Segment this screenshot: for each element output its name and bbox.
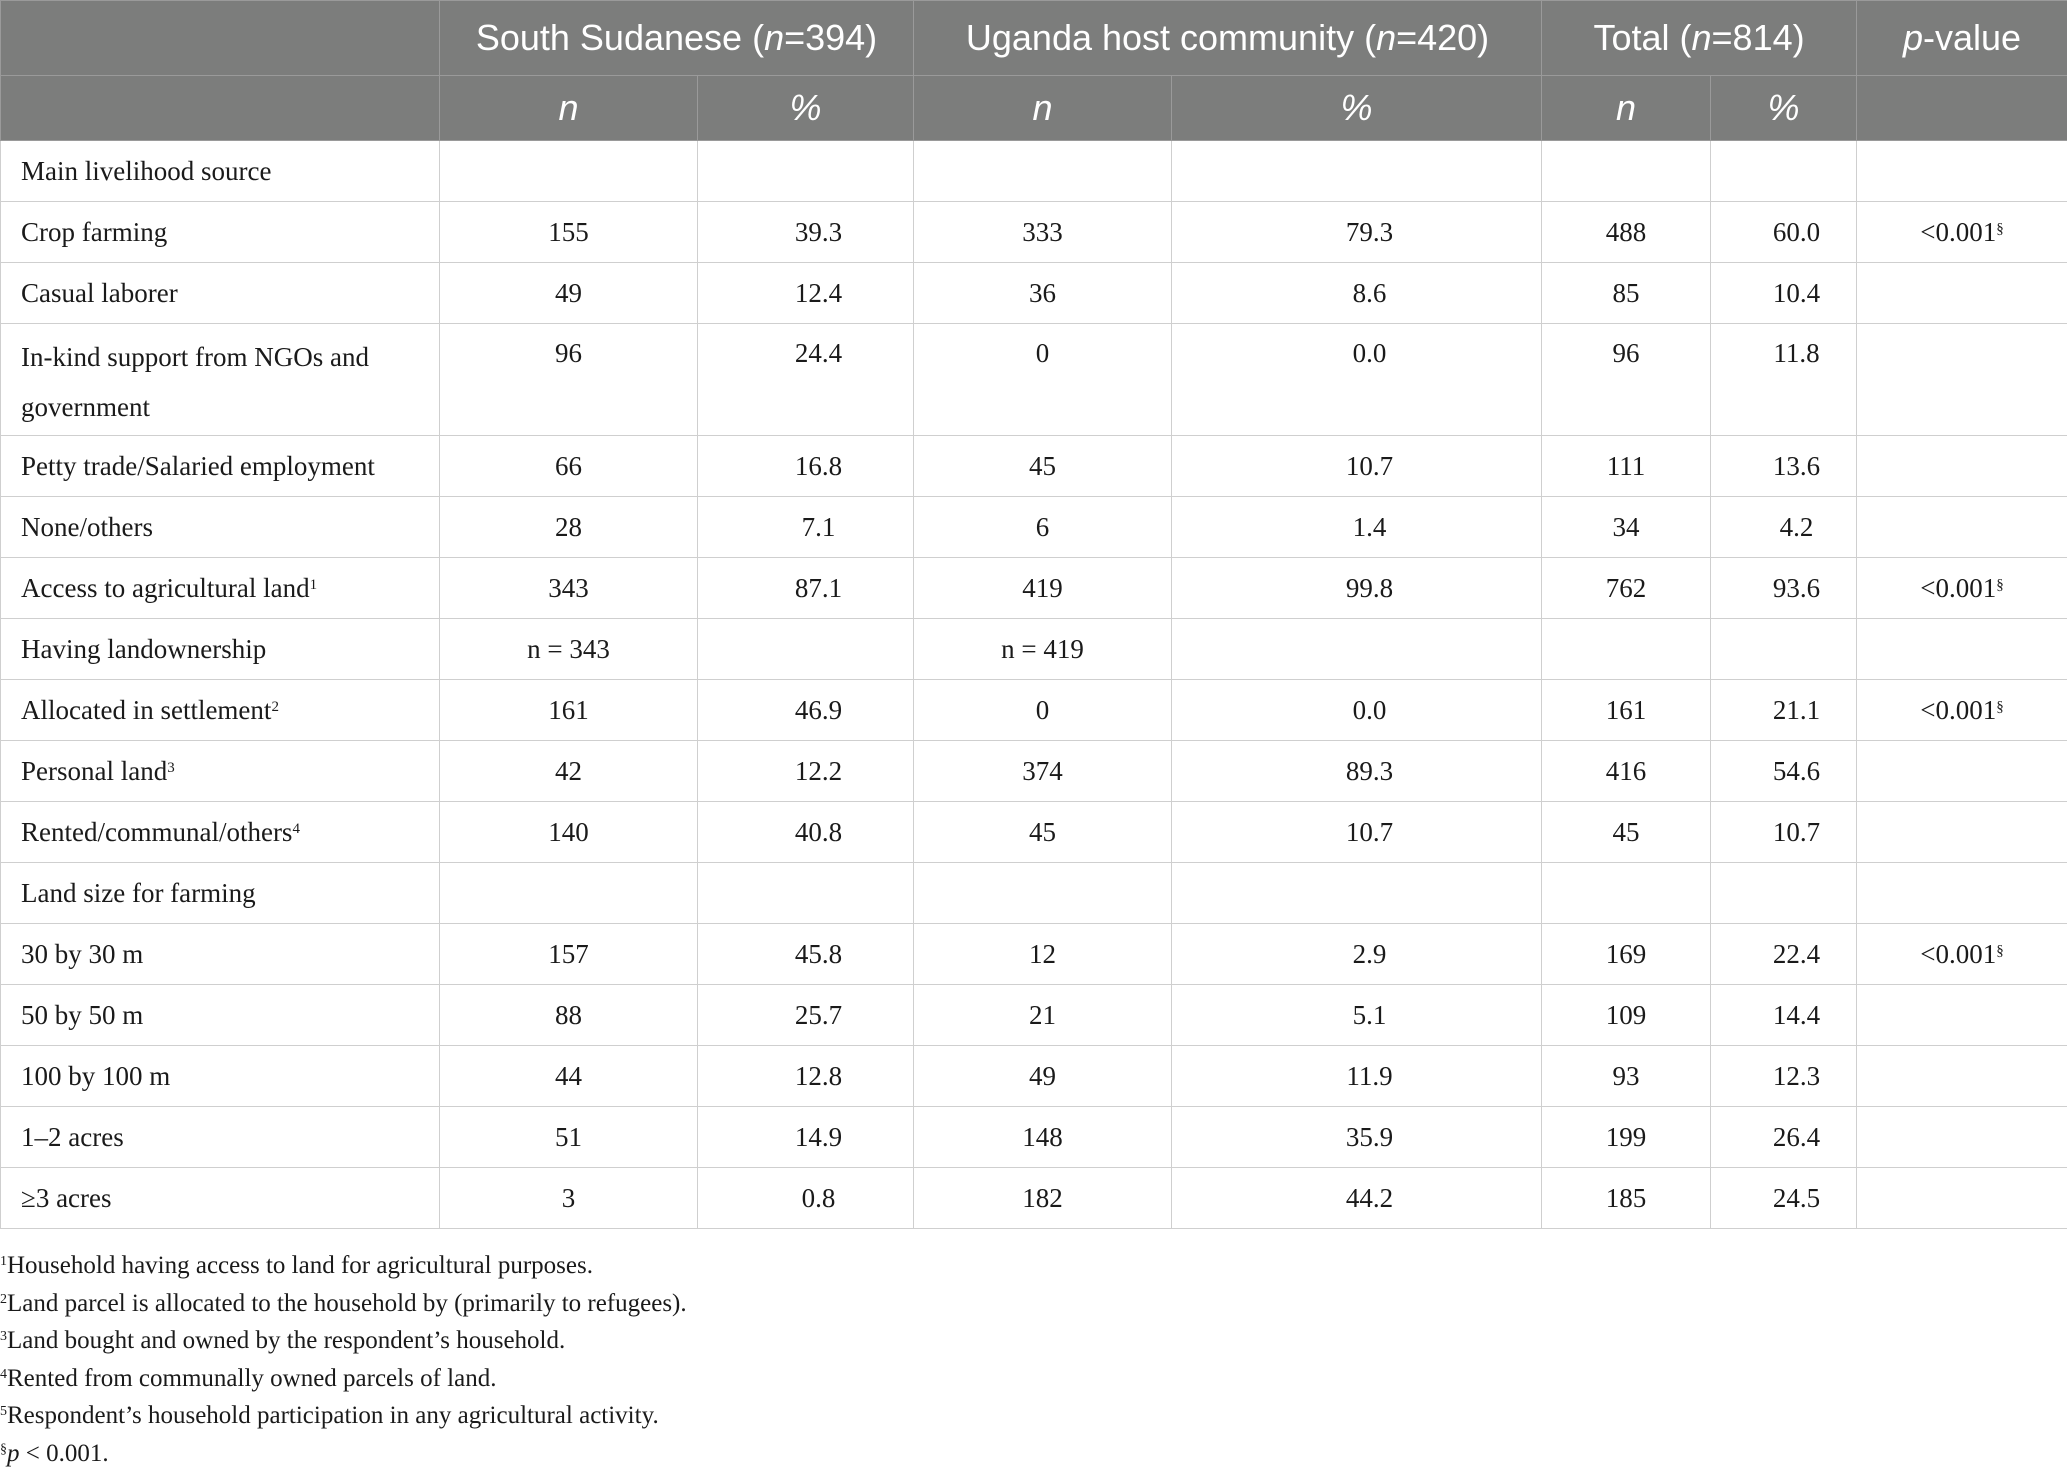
cell-percent: 10.7	[1172, 802, 1542, 863]
cell-percent: 25.7	[698, 985, 914, 1046]
header-sub-pct: %	[1711, 76, 1857, 141]
cell-percent: 45.8	[698, 924, 914, 985]
footnote: $^1$Household having access to land for agricultural purposes.	[0, 1252, 593, 1279]
cell-percent: 10.7	[1172, 436, 1542, 497]
cell-percent: 13.6	[1711, 436, 1857, 497]
cell-n: 66	[440, 436, 698, 497]
cell-n: 148	[914, 1107, 1172, 1168]
row-label: 50 by 50 m	[1, 985, 440, 1046]
cell-n: 169	[1542, 924, 1711, 985]
cell-percent: 26.4	[1711, 1107, 1857, 1168]
table-row	[1, 436, 2067, 497]
table-row	[1, 1107, 2067, 1168]
cell-p-value	[1857, 497, 2067, 558]
table-row	[1, 558, 2067, 619]
cell-p-value	[1857, 263, 2067, 324]
cell-percent: 4.2	[1711, 497, 1857, 558]
row-label: Land size for farming	[1, 863, 440, 924]
header-sub-n: n	[440, 76, 698, 141]
cell-n: 155	[440, 202, 698, 263]
cell-p-value	[1857, 802, 2067, 863]
table-row	[1, 863, 2067, 924]
cell-n: 182	[914, 1168, 1172, 1229]
header-total: Total (n=814)	[1542, 1, 1857, 76]
row-label: In-kind support from NGOs and government	[1, 324, 440, 436]
cell-percent: 12.8	[698, 1046, 914, 1107]
header-p-value: p-value	[1857, 1, 2067, 76]
cell-p-value	[1857, 741, 2067, 802]
cell-n: 6	[914, 497, 1172, 558]
cell-n: 111	[1542, 436, 1711, 497]
cell-percent: 11.9	[1172, 1046, 1542, 1107]
cell-n	[1542, 141, 1711, 202]
cell-n	[1542, 863, 1711, 924]
cell-n: 416	[1542, 741, 1711, 802]
cell-percent: 24.4	[698, 324, 914, 436]
cell-percent: 12.2	[698, 741, 914, 802]
cell-percent: 2.9	[1172, 924, 1542, 985]
cell-percent	[698, 619, 914, 680]
row-label: None/others	[1, 497, 440, 558]
cell-n: 28	[440, 497, 698, 558]
cell-n: 88	[440, 985, 698, 1046]
table-row	[1, 1046, 2067, 1107]
cell-percent	[1172, 619, 1542, 680]
cell-percent	[1172, 141, 1542, 202]
row-label: 100 by 100 m	[1, 1046, 440, 1107]
table-row	[1, 619, 2067, 680]
cell-percent: 60.0	[1711, 202, 1857, 263]
row-label: Rented/communal/others$^4$	[1, 802, 440, 863]
cell-n: 93	[1542, 1046, 1711, 1107]
row-label: Casual laborer	[1, 263, 440, 324]
cell-p-value: <0.001§	[1857, 202, 2067, 263]
cell-n: 762	[1542, 558, 1711, 619]
cell-p-value: <0.001§	[1857, 680, 2067, 741]
cell-n: 34	[1542, 497, 1711, 558]
table-row	[1, 1168, 2067, 1229]
footnote: §p < 0.001.	[0, 1439, 109, 1467]
cell-percent: 5.1	[1172, 985, 1542, 1046]
cell-percent	[698, 863, 914, 924]
cell-n: 36	[914, 263, 1172, 324]
cell-percent: 39.3	[698, 202, 914, 263]
row-label: Main livelihood source	[1, 141, 440, 202]
table-row	[1, 680, 2067, 741]
cell-percent: 46.9	[698, 680, 914, 741]
cell-percent: 14.4	[1711, 985, 1857, 1046]
footnote: $^4$Rented from communally owned parcels of land.	[0, 1364, 497, 1392]
cell-percent: 40.8	[698, 802, 914, 863]
cell-n: 343	[440, 558, 698, 619]
header-sub-n: n	[1542, 76, 1711, 141]
row-label: Access to agricultural land$^1$	[1, 558, 440, 619]
header-uganda-host: Uganda host community (n=420)	[914, 1, 1542, 76]
cell-n: 199	[1542, 1107, 1711, 1168]
cell-n: 45	[914, 436, 1172, 497]
cell-p-value: <0.001§	[1857, 924, 2067, 985]
cell-percent: 7.1	[698, 497, 914, 558]
table-row	[1, 263, 2067, 324]
row-label: ≥3 acres	[1, 1168, 440, 1229]
cell-p-value: <0.001§	[1857, 558, 2067, 619]
cell-percent: 16.8	[698, 436, 914, 497]
footnote: $^2$Land parcel is allocated to the household by (primarily to refugees).	[0, 1289, 687, 1317]
cell-n: 374	[914, 741, 1172, 802]
cell-n: 0	[914, 324, 1172, 436]
cell-percent: 10.4	[1711, 263, 1857, 324]
cell-n: 45	[1542, 802, 1711, 863]
cell-n: 51	[440, 1107, 698, 1168]
cell-percent	[1711, 141, 1857, 202]
header-sub-pct: %	[698, 76, 914, 141]
cell-n: 333	[914, 202, 1172, 263]
cell-percent: 22.4	[1711, 924, 1857, 985]
cell-percent: 0.0	[1172, 324, 1542, 436]
cell-percent	[698, 141, 914, 202]
cell-n: 45	[914, 802, 1172, 863]
row-label: Personal land$^3$	[1, 741, 440, 802]
cell-n	[440, 863, 698, 924]
cell-percent: 44.2	[1172, 1168, 1542, 1229]
cell-n	[440, 141, 698, 202]
cell-percent	[1172, 863, 1542, 924]
cell-p-value	[1857, 324, 2067, 436]
cell-percent: 24.5	[1711, 1168, 1857, 1229]
cell-percent: 21.1	[1711, 680, 1857, 741]
header-blank	[1, 1, 440, 76]
row-label: 30 by 30 m	[1, 924, 440, 985]
cell-percent: 0.0	[1172, 680, 1542, 741]
cell-percent: 1.4	[1172, 497, 1542, 558]
cell-n: n = 343	[440, 619, 698, 680]
cell-p-value	[1857, 619, 2067, 680]
cell-p-value	[1857, 1046, 2067, 1107]
table-row	[1, 497, 2067, 558]
cell-n: 12	[914, 924, 1172, 985]
cell-n	[1542, 619, 1711, 680]
header-sub-n: n	[914, 76, 1172, 141]
cell-n: 185	[1542, 1168, 1711, 1229]
cell-n: 96	[440, 324, 698, 436]
row-label: Crop farming	[1, 202, 440, 263]
table-row	[1, 324, 2067, 436]
header-sub-blank	[1857, 76, 2067, 141]
header-row-groups	[1, 1, 2067, 76]
cell-n: 21	[914, 985, 1172, 1046]
footnote: $^5$Respondent’s household participation in any agricultural activity.	[0, 1402, 659, 1429]
cell-n: 3	[440, 1168, 698, 1229]
header-south-sudanese: South Sudanese (n=394)	[440, 1, 914, 76]
cell-n: 49	[440, 263, 698, 324]
cell-percent	[1711, 619, 1857, 680]
cell-percent: 8.6	[1172, 263, 1542, 324]
cell-p-value	[1857, 863, 2067, 924]
cell-n: 44	[440, 1046, 698, 1107]
table-row	[1, 141, 2067, 202]
cell-n	[914, 141, 1172, 202]
cell-percent: 99.8	[1172, 558, 1542, 619]
table-row	[1, 985, 2067, 1046]
cell-percent: 10.7	[1711, 802, 1857, 863]
cell-n: 109	[1542, 985, 1711, 1046]
header-sub-pct: %	[1172, 76, 1542, 141]
table-row	[1, 741, 2067, 802]
cell-percent: 87.1	[698, 558, 914, 619]
cell-p-value	[1857, 1107, 2067, 1168]
cell-n: 161	[440, 680, 698, 741]
cell-percent: 93.6	[1711, 558, 1857, 619]
cell-n: 161	[1542, 680, 1711, 741]
header-row-sub	[1, 76, 2067, 141]
row-label: 1–2 acres	[1, 1107, 440, 1168]
cell-n: 96	[1542, 324, 1711, 436]
cell-percent	[1711, 863, 1857, 924]
cell-p-value	[1857, 1168, 2067, 1229]
table-row	[1, 924, 2067, 985]
cell-percent: 0.8	[698, 1168, 914, 1229]
cell-percent: 79.3	[1172, 202, 1542, 263]
cell-p-value	[1857, 985, 2067, 1046]
cell-n: n = 419	[914, 619, 1172, 680]
cell-percent: 89.3	[1172, 741, 1542, 802]
row-label: Petty trade/Salaried employment	[1, 436, 440, 497]
cell-n: 140	[440, 802, 698, 863]
row-label: Allocated in settlement$^2$	[1, 680, 440, 741]
cell-n: 0	[914, 680, 1172, 741]
table-row	[1, 802, 2067, 863]
cell-n: 488	[1542, 202, 1711, 263]
table-row	[1, 202, 2067, 263]
cell-percent: 35.9	[1172, 1107, 1542, 1168]
cell-p-value	[1857, 141, 2067, 202]
header-sub-blank	[1, 76, 440, 141]
cell-p-value	[1857, 436, 2067, 497]
cell-percent: 12.4	[698, 263, 914, 324]
row-label: Having landownership	[1, 619, 440, 680]
cell-n: 85	[1542, 263, 1711, 324]
cell-n	[914, 863, 1172, 924]
cell-percent: 11.8	[1711, 324, 1857, 436]
cell-n: 157	[440, 924, 698, 985]
footnotes	[0, 1247, 687, 1472]
cell-percent: 12.3	[1711, 1046, 1857, 1107]
footnote: $^3$Land bought and owned by the respondent’s household.	[0, 1327, 566, 1354]
cell-n: 49	[914, 1046, 1172, 1107]
cell-percent: 54.6	[1711, 741, 1857, 802]
cell-percent: 14.9	[698, 1107, 914, 1168]
cell-n: 419	[914, 558, 1172, 619]
cell-n: 42	[440, 741, 698, 802]
